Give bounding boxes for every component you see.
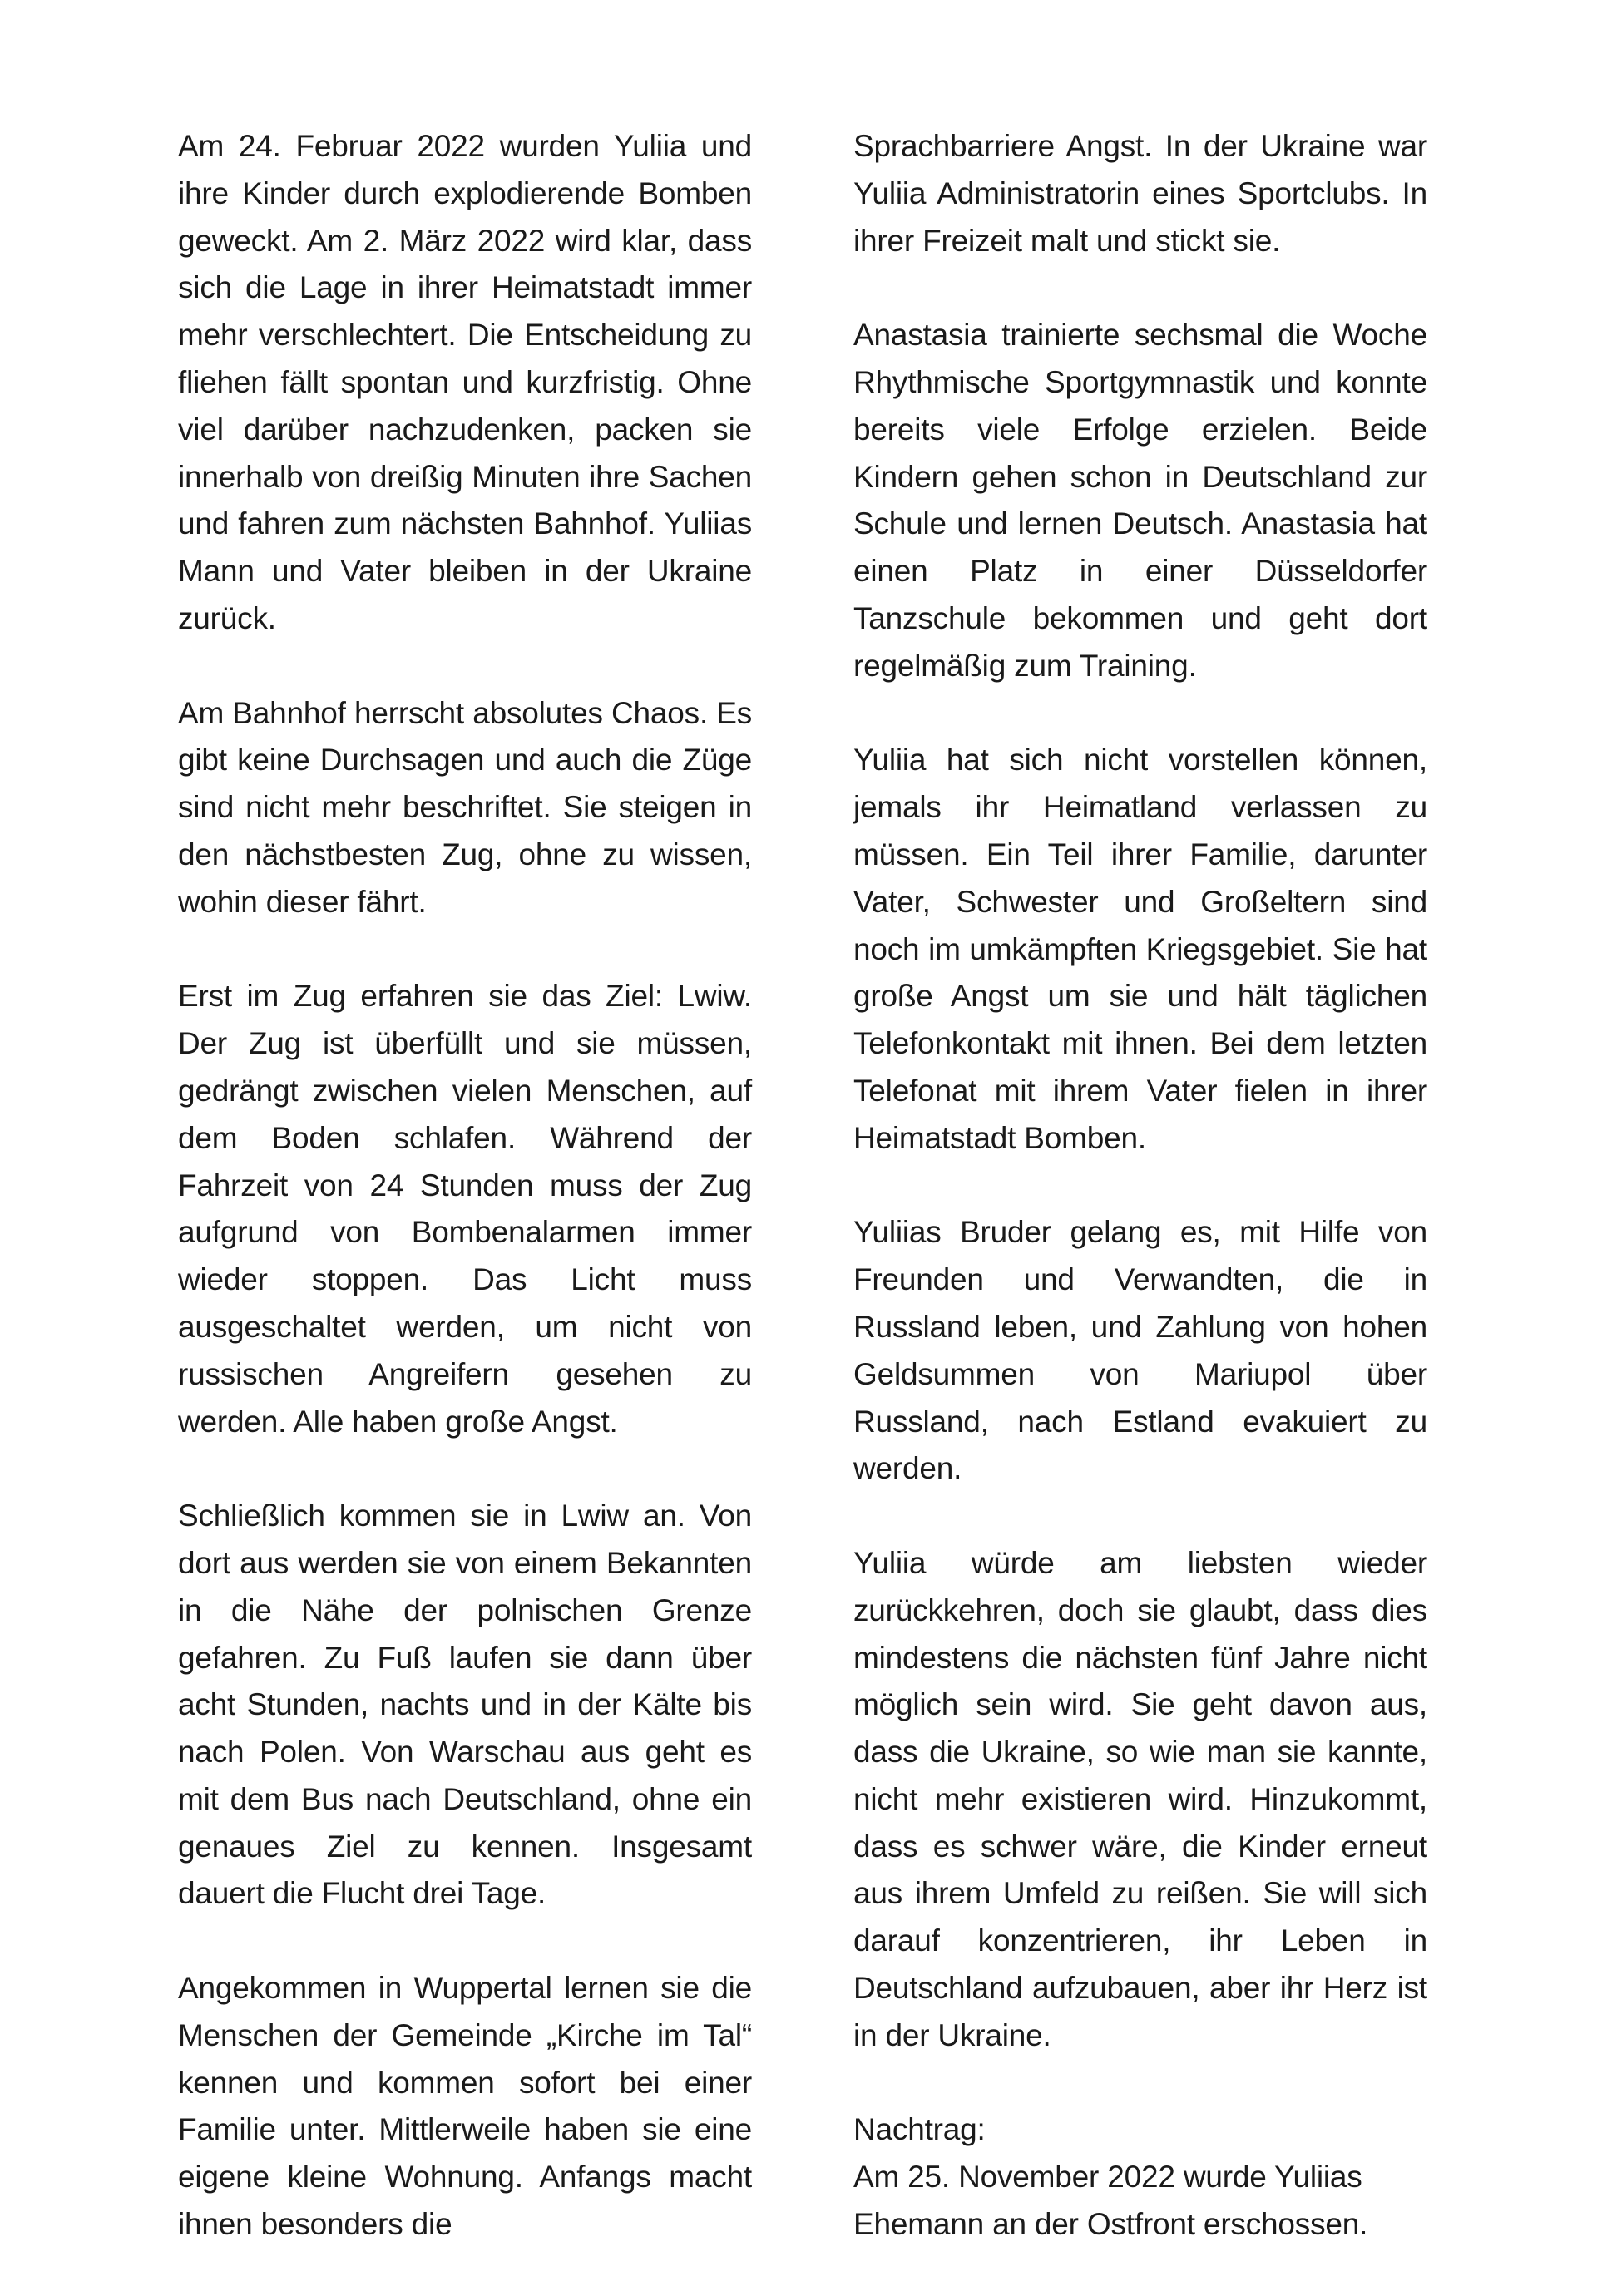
paragraph-brother: Yuliias Bruder gelang es, mit Hilfe von Freunden und Verwandten, die in Russland leben, und Zahlung von hohen Geldsummen von Mariupol über Russland, nach Estland evakuiert zu werden. bbox=[853, 1215, 1427, 1486]
paragraph-language-barrier: Sprachbarriere Angst. In der Ukraine war Yuliia Administratorin eines Sportclubs. In ihrer Freizeit malt und stickt sie. bbox=[853, 129, 1427, 258]
addendum-text: Am 25. November 2022 wurde Yuliias Ehemann an der Ostfront erschossen. bbox=[853, 2160, 1368, 2242]
paragraph-homeland: Yuliia hat sich nicht vorstellen können, jemals ihr Heimatland verlassen zu müssen. Ein Teil ihrer Familie, darunter Vater, Schwester und Großeltern sind noch im umkämpften Kriegsgebiet. Sie hat große Angst um sie und hält täglichen Telefonkontakt mit ihnen. Bei dem letzten Telefonat mit ihrem Vater fielen in ihrer Heimatstadt Bomben. bbox=[853, 743, 1427, 1155]
paragraph-return-wish: Yuliia würde am liebsten wieder zurückkehren, doch sie glaubt, dass dies mindestens die nächsten fünf Jahre nicht möglich sein wird. Sie geht davon aus, dass die Ukraine, so wie man sie kannte, nicht mehr existieren wird. Hinzukommt, dass es schwer wäre, die Kinder erneut aus ihrem Umfeld zu reißen. Sie will sich darauf konzentrieren, ihr Leben in Deutschland aufzubauen, aber ihr Herz ist in der Ukraine. bbox=[853, 1545, 1427, 2052]
right-text-column bbox=[853, 123, 1427, 2249]
paragraph-train-to-lwiw: Erst im Zug erfahren sie das Ziel: Lwiw. Der Zug ist überfüllt und sie müssen, gedrängt zwischen vielen Menschen, auf dem Boden schlafen. Während der Fahrzeit von 24 Stunden muss der Zug aufgrund von Bombenalarmen immer wieder stoppen. Das Licht muss ausgeschaltet werden, um nicht von russischen Angreifern gesehen zu werden. Alle haben große Angst. bbox=[178, 979, 752, 1439]
left-text-column bbox=[178, 123, 752, 2296]
addendum-label: Nachtrag: bbox=[853, 2112, 986, 2147]
paragraph-flight-start: Am 24. Februar 2022 wurden Yuliia und ihre Kinder durch explodierende Bomben geweckt. Am 2. März 2022 wird klar, dass sich die Lage in ihrer Heimatstadt immer mehr verschlechtert. Die Entscheidung zu fliehen fällt spontan und kurzfristig. Ohne viel darüber nachzudenken, packen sie innerhalb von dreißig Minuten ihre Sachen und fahren zum nächsten Bahnhof. Yuliias Mann und Vater bleiben in der Ukraine zurück. bbox=[178, 129, 752, 635]
paragraph-train-station: Am Bahnhof herrscht absolutes Chaos. Es gibt keine Durchsagen und auch die Züge sind nicht mehr beschriftet. Sie steigen in den nächstbesten Zug, ohne zu wissen, wohin dieser fährt. bbox=[178, 695, 752, 919]
paragraph-anastasia: Anastasia trainierte sechsmal die Woche Rhythmische Sportgymnastik und konnte bereits viele Erfolge erzielen. Beide Kindern gehen schon in Deutschland zur Schule und lernen Deutsch. Anastasia hat einen Platz in einer Düsseldorfer Tanzschule bekommen und geht dort regelmäßig zum Training. bbox=[853, 318, 1427, 683]
paragraph-arrival-lwiw: Schließlich kommen sie in Lwiw an. Von dort aus werden sie von einem Bekannten in die Nähe der polnischen Grenze gefahren. Zu Fuß laufen sie dann über acht Stunden, nachts und in der Kälte bis nach Polen. Von Warschau aus geht es mit dem Bus nach Deutschland, ohne ein genaues Ziel zu kennen. Insgesamt dauert die Flucht drei Tage. bbox=[178, 1499, 752, 1911]
paragraph-wuppertal: Angekommen in Wuppertal lernen sie die Menschen der Gemeinde „Kirche im Tal“ kennen und kommen sofort bei einer Familie unter. Mittlerweile haben sie eine eigene kleine Wohnung. Anfangs macht ihnen besonders die bbox=[178, 1971, 752, 2242]
